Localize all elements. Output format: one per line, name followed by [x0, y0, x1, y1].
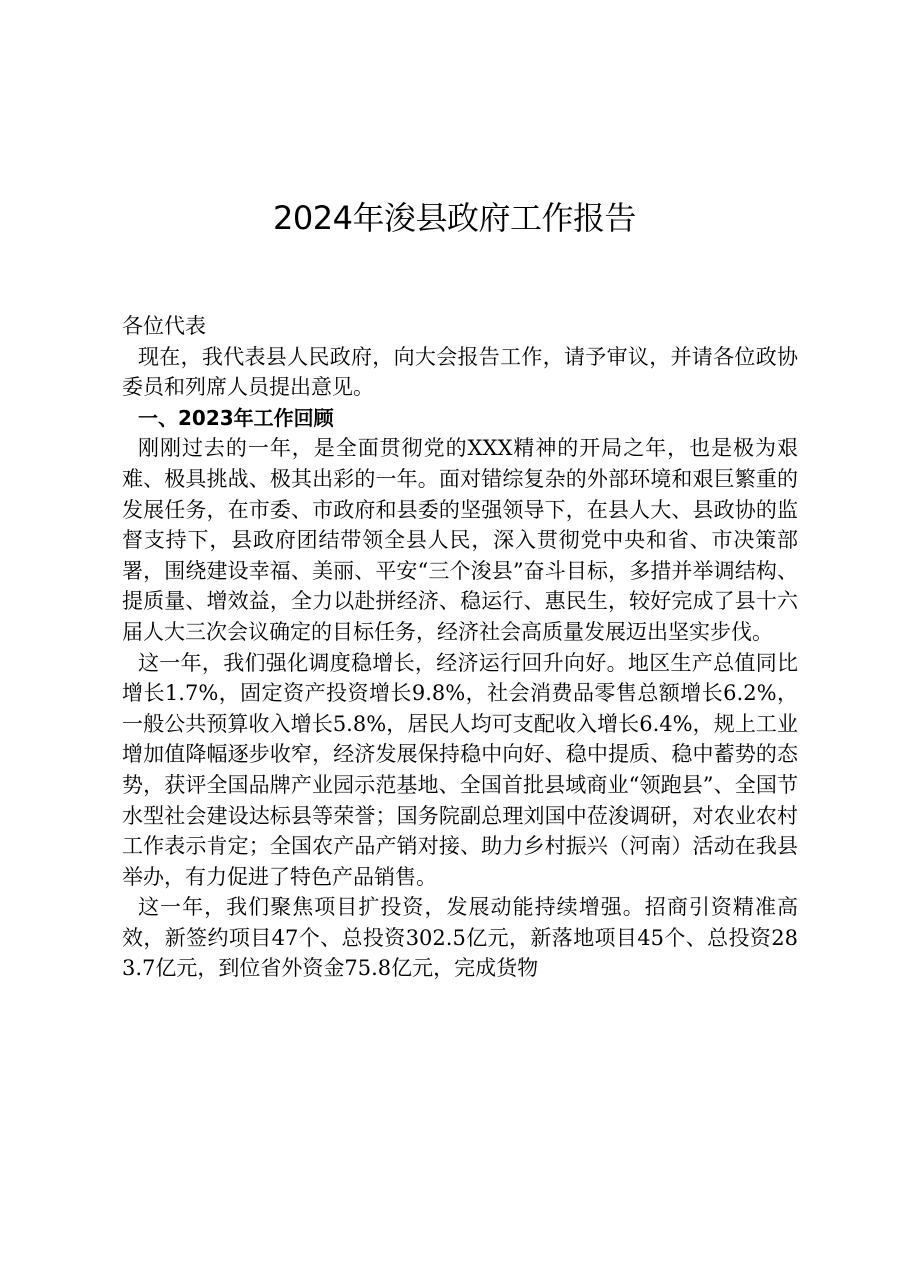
body-paragraph: 刚刚过去的一年，是全面贯彻党的XXX精神的开局之年，也是极为艰难、极具挑战、极其出彩的一年。面对错综复杂的外部环境和艰巨繁重的发展任务，在市委、市政府和县委的坚强领导下，在县人大、县政协的监督支持下，县政府团结带领全县人民，深入贯彻党中央和省、市决策部署，围绕建设幸福、美丽、平安“三个浚县”奋斗目标，多措并举调结构、提质量、增效益，全力以赴拼经济、稳运行、惠民生，较好完成了县十六届人大三次会议确定的目标任务，经济社会高质量发展迈出坚实步伐。 — [122, 436, 798, 644]
body-paragraph: 这一年，我们聚焦项目扩投资，发展动能持续增强。招商引资精准高效，新签约项目47个、总投资302.5亿元，新落地项目45个、总投资283.7亿元，到位省外资金75.8亿元，完成货物 — [122, 895, 798, 981]
salutation: 各位代表 — [122, 314, 206, 338]
intro-paragraph: 现在，我代表县人民政府，向大会报告工作，请予审议，并请各位政协委员和列席人员提出意见。 — [122, 344, 798, 400]
document-title: 2024年浚县政府工作报告 — [273, 199, 636, 237]
section-heading: 一、2023年工作回顾 — [138, 405, 334, 430]
document-body — [122, 311, 798, 984]
body-paragraph: 这一年，我们强化调度稳增长，经济运行回升向好。地区生产总值同比增长1.7%，固定资产投资增长9.8%，社会消费品零售总额增长6.2%，一般公共预算收入增长5.8%，居民人均可支配收入增长6.4%，规上工业增加值降幅逐步收窄，经济发展保持稳中向好、稳中提质、稳中蓄势的态势，获评全国品牌产业园示范基地、全国首批县域商业“领跑县”、全国节水型社会建设达标县等荣誉；国务院副总理刘国中莅浚调研，对农业农村工作表示肯定；全国农产品产销对接、助力乡村振兴（河南）活动在我县举办，有力促进了特色产品销售。 — [122, 650, 798, 889]
